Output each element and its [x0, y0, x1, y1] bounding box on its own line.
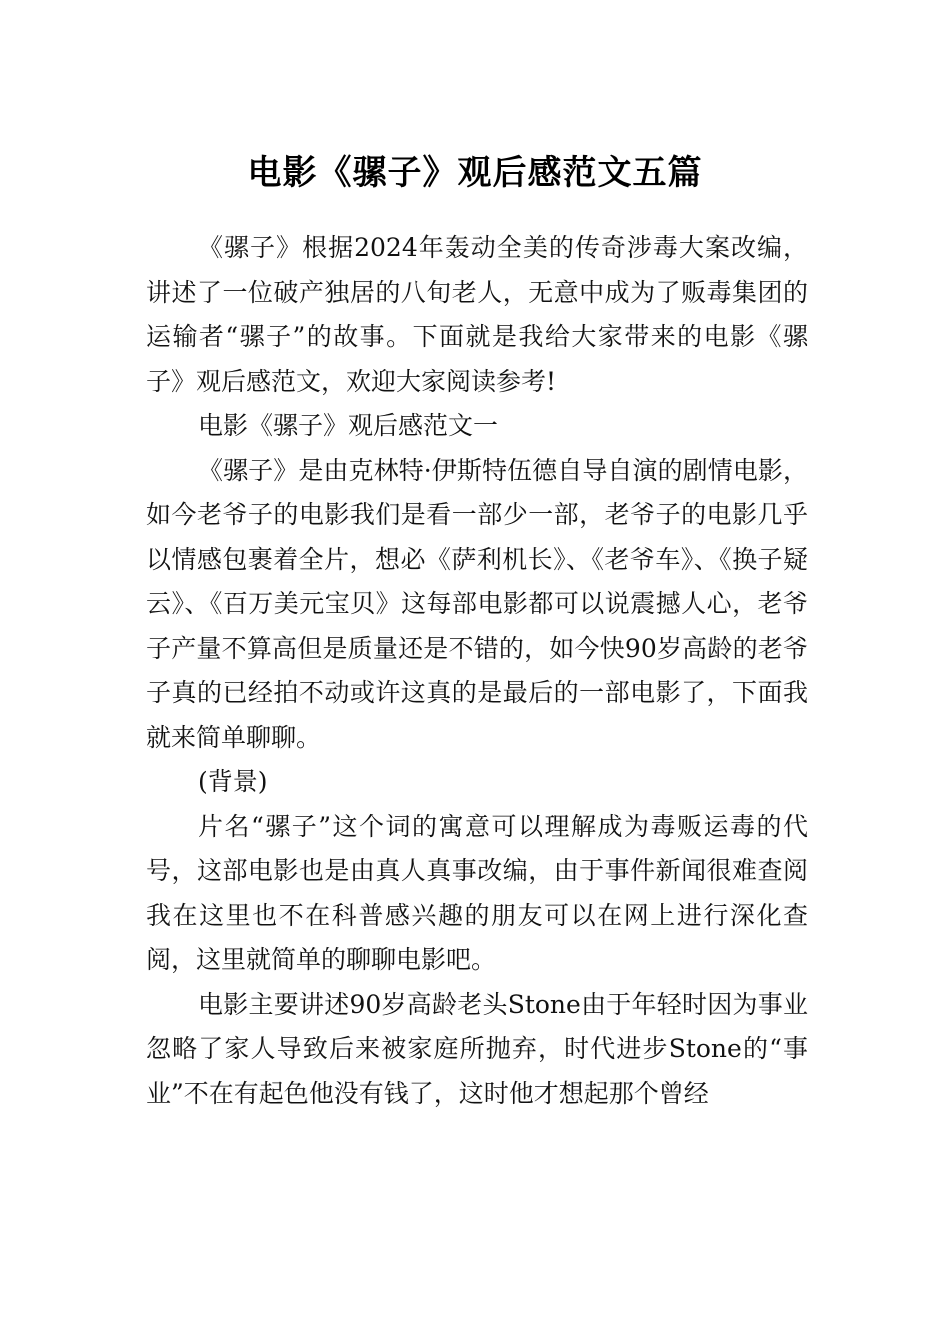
document-body [146, 226, 808, 1116]
subheading-background: (背景) [198, 767, 268, 796]
section-heading: 电影《骡子》观后感范文一 [198, 411, 499, 440]
document-title: 电影《骡子》观后感范文五篇 [247, 152, 703, 193]
body-paragraph: 片名“骡子”这个词的寓意可以理解成为毒贩运毒的代号，这部电影也是由真人真事改编，由于事件新闻很难查阅我在这里也不在科普感兴趣的朋友可以在网上进行深化查阅，这里就简单的聊聊电影吧。 [146, 811, 808, 974]
body-paragraph: 《骡子》是由克林特·伊斯特伍德自导自演的剧情电影，如今老爷子的电影我们是看一部少一部，老爷子的电影几乎以情感包裹着全片，想必《萨利机长》、《老爷车》、《换子疑云》、《百万美元宝贝》这每部电影都可以说震撼人心，老爷子产量不算高但是质量还是不错的，如今快90岁高龄的老爷子真的已经拍不动或许这真的是最后的一部电影了，下面我就来简单聊聊。 [146, 455, 808, 752]
intro-paragraph: 《骡子》根据2024年轰动全美的传奇涉毒大案改编，讲述了一位破产独居的八旬老人，无意中成为了贩毒集团的运输者“骡子”的故事。下面就是我给大家带来的电影《骡子》观后感范文，欢迎大家阅读参考! [146, 233, 808, 396]
body-paragraph: 电影主要讲述90岁高龄老头Stone由于年轻时因为事业忽略了家人导致后来被家庭所抛弃，时代进步Stone的“事业”不在有起色他没有钱了，这时他才想起那个曾经 [146, 989, 808, 1108]
